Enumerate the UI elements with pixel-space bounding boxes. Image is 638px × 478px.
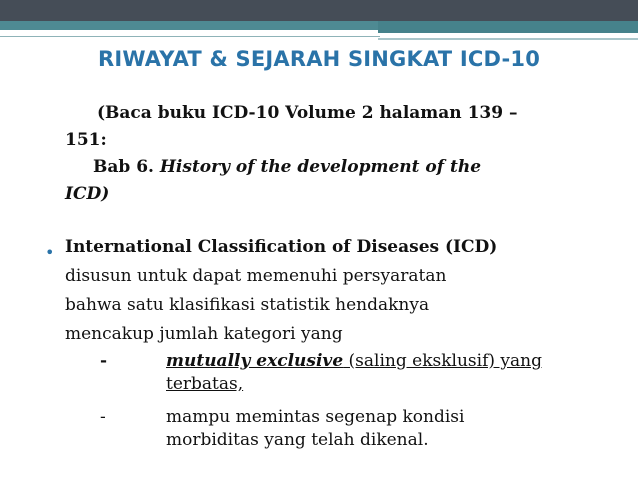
reference-line-2: 151: xyxy=(65,130,107,150)
reference-line-1: (Baca buku ICD-10 Volume 2 halaman 139 – xyxy=(97,103,518,123)
reference-line-3 xyxy=(65,154,605,181)
sub-item-2-continuation: morbiditas yang telah dikenal. xyxy=(166,430,429,450)
sub-item-2 xyxy=(100,406,620,454)
chapter-title: History of the development of the xyxy=(159,157,482,177)
bullet-line-3: bahwa satu klasifikasi statistik hendaknya xyxy=(65,295,430,315)
sub-item-2-text: mampu memintas segenap kondisi xyxy=(166,407,465,427)
sub-item-1-emphasis: mutually exclusive xyxy=(166,351,344,371)
header-band-dark xyxy=(0,0,638,21)
bullet-paragraph xyxy=(65,233,625,349)
sub-item-1-content xyxy=(166,350,606,396)
chapter-label: Bab 6. xyxy=(93,157,160,177)
sub-item-1-text: (saling eksklusif) yang xyxy=(343,351,542,371)
header-divider-left xyxy=(0,36,380,37)
bullet-line-4: mencakup jumlah kategori yang xyxy=(65,324,343,344)
sub-item-2-dash: - xyxy=(100,407,106,427)
sub-item-1 xyxy=(100,350,620,398)
sub-item-1-dash: - xyxy=(100,351,108,371)
sub-item-2-content xyxy=(166,406,606,452)
bullet-heading: International Classification of Diseases (ICD) xyxy=(65,237,498,257)
sub-item-1-continuation: terbatas, xyxy=(166,374,244,394)
slide-title: RIWAYAT & SEJARAH SINGKAT ICD-10 xyxy=(97,47,541,71)
header-divider-right xyxy=(378,38,638,40)
bullet-dot-icon: • xyxy=(45,243,55,262)
reference-note xyxy=(65,100,605,208)
bullet-line-2: disusun untuk dapat memenuhi persyaratan xyxy=(65,266,447,286)
reference-line-4: ICD) xyxy=(65,184,110,204)
header-band-teal-accent xyxy=(378,21,638,33)
